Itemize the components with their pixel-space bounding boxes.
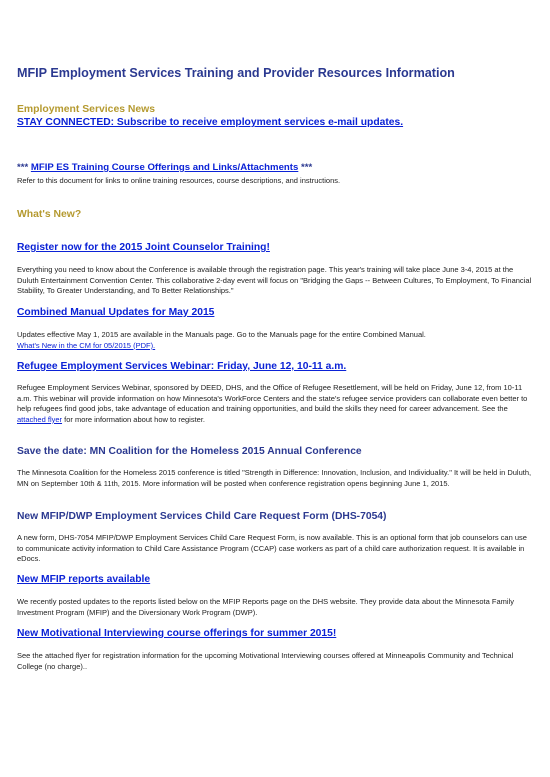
refugee-body-text: Refugee Employment Services Webinar, sponsored by DEED, DHS, and the Office of Refugee Resettlement, will be held on Friday, June 12, from 10-11 a.m. This webinar will provide information on how Minnesota's WorkForce Centers and the state's refugee service providers can collaborate even better to help refugees find good jobs, take advantage of education and training opportunities, and build the skills they need for career advancement. See the bbox=[17, 383, 528, 414]
refugee-body-text-end: for more information about how to register. bbox=[62, 414, 206, 424]
joint-counselor-training-body: Everything you need to know about the Conference is available through the registration page. This year's training will take place June 3-4, 2015 at the Duluth Entertainment Convention Center. This collaborative 2-day event will focus on "Bridging the Gaps -- Between Cultures, To Employment, To Financial Stability, To Greater Understanding, and To Better Relationships." bbox=[17, 265, 532, 296]
subscribe-link[interactable]: STAY CONNECTED: Subscribe to receive employment services e-mail updates. bbox=[17, 117, 404, 128]
child-care-form-body: A new form, DHS-7054 MFIP/DWP Employment Services Child Care Request Form, is now available. This is an optional form that job counselors can use to communicate activity information to Child Care Assistance Program (CCAP) case workers as part of a child care authorization request. It is available in eDocs. bbox=[17, 533, 527, 564]
training-description: Refer to this document for links to online training resources, course descriptions, and instructions. bbox=[17, 176, 341, 185]
training-line bbox=[17, 162, 533, 173]
mfip-reports-link[interactable]: New MFIP reports available bbox=[17, 574, 151, 585]
combined-manual-body: Updates effective May 1, 2015 are available in the Manuals page. Go to the Manuals page for the entire Combined Manual. bbox=[17, 330, 426, 339]
stars-left: *** bbox=[17, 162, 29, 173]
stars-right: *** bbox=[300, 162, 313, 173]
news-heading: Employment Services News bbox=[17, 104, 156, 115]
child-care-form-heading: New MFIP/DWP Employment Services Child Care Request Form (DHS-7054) bbox=[17, 511, 387, 522]
coalition-homeless-body: The Minnesota Coalition for the Homeless 2015 conference is titled "Strength in Difference: Innovation, Inclusion, and Individuality." It will be held in Duluth, MN on September 10th & 11th, 2015. More information will be posted when conference registration opens beginning June 1, 2015. bbox=[17, 468, 532, 488]
page-title: MFIP Employment Services Training and Provider Resources Information bbox=[17, 66, 455, 80]
motivational-interviewing-body: See the attached flyer for registration information for the upcoming Motivational Interviewing courses offered at Minneapolis Community and Technical College (no charge).. bbox=[17, 651, 514, 671]
attached-flyer-link[interactable]: attached flyer bbox=[17, 414, 63, 424]
coalition-homeless-heading: Save the date: MN Coalition for the Homeless 2015 Annual Conference bbox=[17, 446, 362, 457]
combined-manual-link[interactable]: Combined Manual Updates for May 2015 bbox=[17, 307, 215, 318]
whats-new-heading: What's New? bbox=[17, 209, 82, 220]
cm-whats-new-link[interactable]: What's New in the CM for 05/2015 (PDF). bbox=[17, 340, 156, 350]
joint-counselor-training-link[interactable]: Register now for the 2015 Joint Counselor Training! bbox=[17, 242, 270, 253]
motivational-interviewing-link[interactable]: New Motivational Interviewing course offerings for summer 2015! bbox=[17, 628, 337, 639]
training-courses-link[interactable]: MFIP ES Training Course Offerings and Links/Attachments bbox=[30, 162, 299, 173]
refugee-webinar-link[interactable]: Refugee Employment Services Webinar: Friday, June 12, 10-11 a.m. bbox=[17, 361, 347, 372]
refugee-webinar-body bbox=[17, 383, 533, 425]
mfip-reports-body: We recently posted updates to the reports listed below on the MFIP Reports page on the DHS website. They provide data about the Minnesota Family Investment Program (MFIP) and the Diversionary Work Program (DWP). bbox=[17, 597, 514, 617]
